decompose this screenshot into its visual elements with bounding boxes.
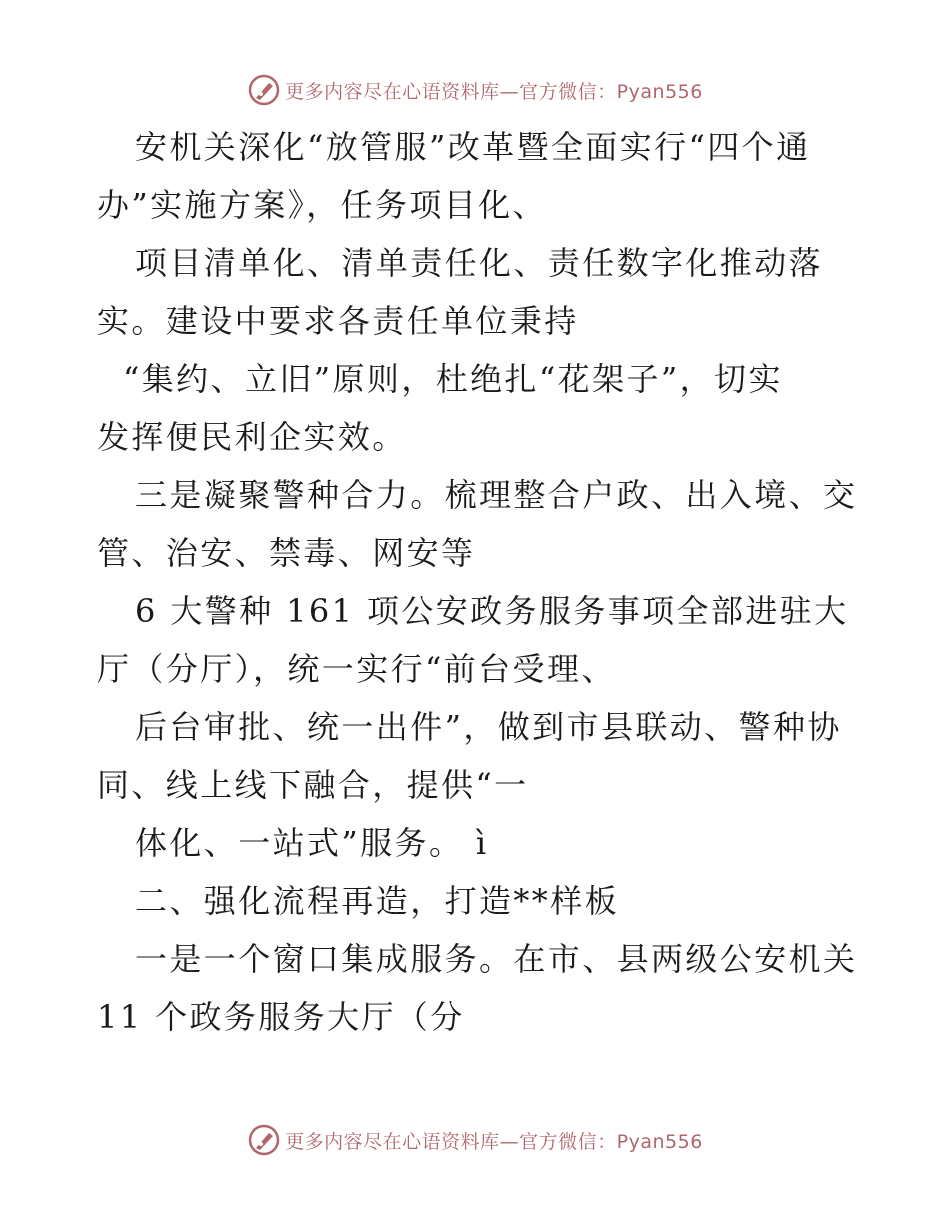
watermark-text: 更多内容尽在心语资料库—官方微信：Pyan556	[285, 1130, 703, 1153]
body-line: 体化、一站式”服务。 ì	[135, 824, 489, 862]
section-heading: 二、强化流程再造，打造**样板	[135, 882, 620, 920]
body-line: 实。建设中要求各责任单位秉持	[97, 302, 579, 340]
footer-watermark	[0, 1120, 950, 1160]
body-line: 办”实施方案》，任务项目化、	[97, 186, 547, 224]
body-line: 项目清单化、清单责任化、责任数字化推动落	[135, 244, 824, 282]
body-line: 一是一个窗口集成服务。在市、县两级公安机关	[135, 940, 858, 978]
body-line: 厅（分厅），统一实行“前台受理、	[97, 650, 616, 688]
body-line: 管、治安、禁毒、网安等	[97, 534, 476, 572]
pen-nib-logo-icon	[247, 73, 281, 107]
body-line: 三是凝聚警种合力。梳理整合户政、出入境、交	[135, 476, 858, 514]
pen-nib-logo-icon	[247, 1123, 281, 1157]
watermark-text: 更多内容尽在心语资料库—官方微信：Pyan556	[285, 80, 703, 103]
body-line: 11 个政务服务大厅（分	[97, 998, 465, 1036]
body-line: 安机关深化“放管服”改革暨全面实行“四个通	[135, 128, 811, 166]
header-watermark	[0, 70, 950, 110]
body-line: 发挥便民利企实效。	[97, 418, 407, 456]
body-line: 6 大警种 161 项公安政务服务事项全部进驻大	[135, 592, 849, 630]
body-line: “集约、立旧”原则，杜绝扎“花架子”，切实	[123, 360, 783, 398]
body-line: 同、线上线下融合，提供“一	[97, 766, 529, 804]
body-line: 后台审批、统一出件”，做到市县联动、警种协	[135, 708, 842, 746]
document-body	[97, 118, 857, 1046]
